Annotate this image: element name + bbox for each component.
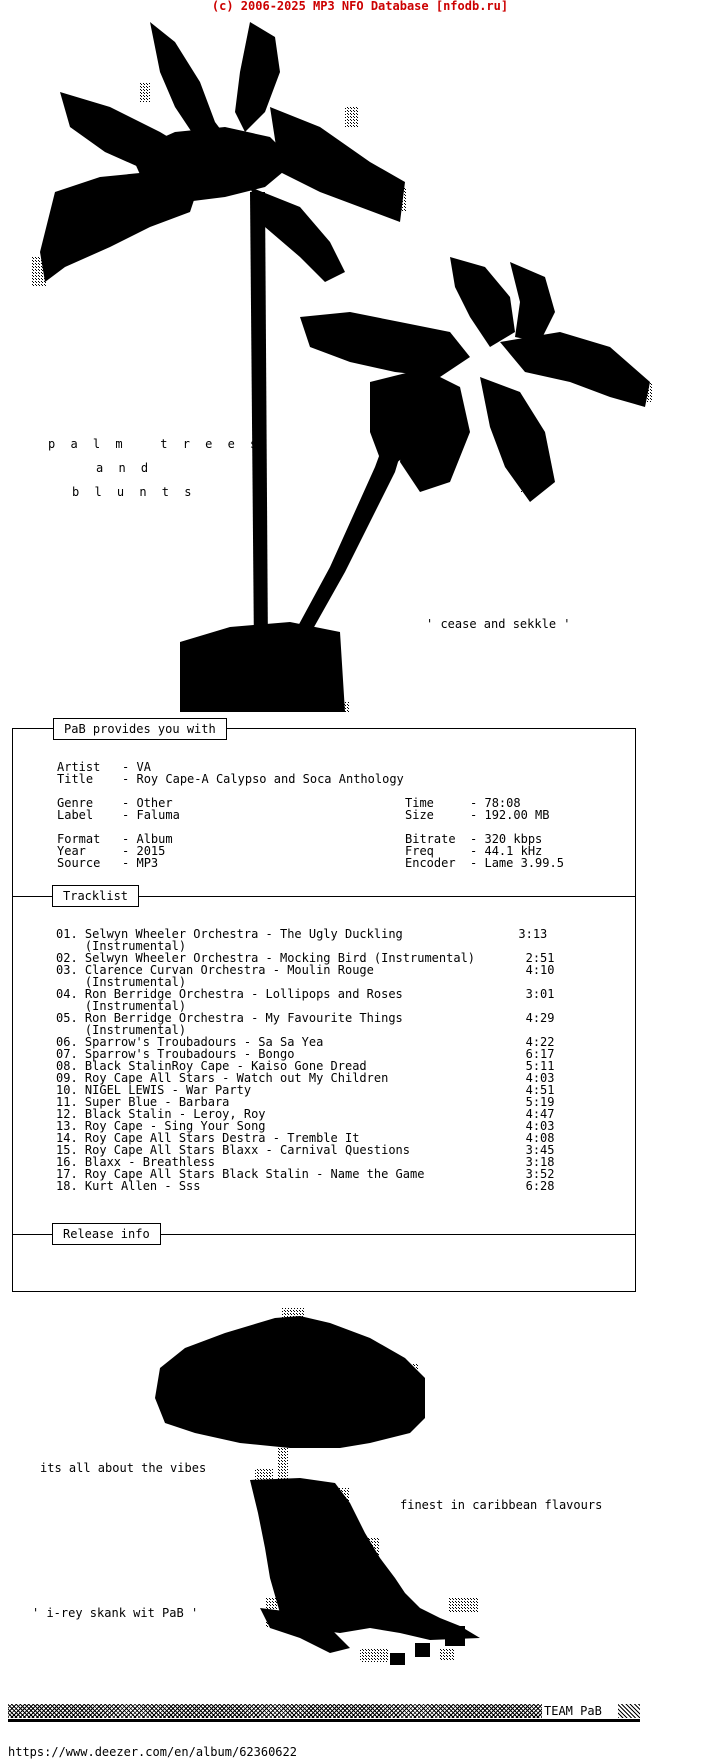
- tracklist-line: 07. Sparrow's Troubadours - Bongo 6:17: [56, 1047, 555, 1061]
- vibes-caption: its all about the vibes: [40, 1461, 207, 1475]
- tracklist-line: 01. Selwyn Wheeler Orchestra - The Ugly Duckling 3:13: [56, 927, 548, 941]
- bottom-rule: [8, 1719, 640, 1722]
- team-name: TEAM PaB: [544, 1704, 602, 1718]
- tracklist-line: 10. NIGEL LEWIS - War Party 4:51: [56, 1083, 555, 1097]
- tracklist-label: Tracklist: [52, 885, 139, 907]
- label-line: Label - Faluma: [57, 808, 180, 822]
- tracklist-line: 17. Roy Cape All Stars Black Stalin - Name the Game 3:52: [56, 1167, 555, 1181]
- tracklist-line: 18. Kurt Allen - Sss 6:28: [56, 1179, 555, 1193]
- tracklist-line: 05. Ron Berridge Orchestra - My Favourite Things 4:29: [56, 1011, 555, 1025]
- tracklist-line: 06. Sparrow's Troubadours - Sa Sa Yea 4:22: [56, 1035, 555, 1049]
- title-line: Title - Roy Cape-A Calypso and Soca Anthology: [57, 772, 404, 786]
- tracklist-line: 13. Roy Cape - Sing Your Song 4:03: [56, 1119, 555, 1133]
- tracklist-line: 12. Black Stalin - Leroy, Roy 4:47: [56, 1107, 555, 1121]
- slogan-and: a n d: [96, 461, 153, 475]
- release-info-label: Release info: [52, 1223, 161, 1245]
- freq-line: Freq - 44.1 kHz: [405, 844, 543, 858]
- slogan-palm-trees: p a l m t r e e s: [48, 437, 262, 451]
- tracklist-line: 15. Roy Cape All Stars Blaxx - Carnival Questions 3:45: [56, 1143, 555, 1157]
- flavours-caption: finest in caribbean flavours: [400, 1498, 603, 1512]
- size-line: Size - 192.00 MB: [405, 808, 550, 822]
- palm-trees-art: [0, 12, 720, 712]
- team-bar: [8, 1704, 640, 1718]
- time-line: Time - 78:08: [405, 796, 521, 810]
- year-line: Year - 2015: [57, 844, 166, 858]
- tracklist-line: (Instrumental): [56, 1023, 187, 1037]
- tracklist-line: 16. Blaxx - Breathless 3:18: [56, 1155, 555, 1169]
- genre-line: Genre - Other: [57, 796, 173, 810]
- release-url-link[interactable]: https://www.deezer.com/en/album/62360622: [8, 1745, 297, 1759]
- tracklist-line: (Instrumental): [56, 939, 187, 953]
- bitrate-line: Bitrate - 320 kbps: [405, 832, 543, 846]
- source-line: Source - MP3: [57, 856, 159, 870]
- team-bar-pattern: [8, 1704, 542, 1718]
- slogan-blunts: b l u n t s: [72, 485, 196, 499]
- tracklist-line: (Instrumental): [56, 975, 187, 989]
- team-bar-tail: [618, 1704, 640, 1718]
- tracklist-line: (Instrumental): [56, 999, 187, 1013]
- encoder-line: Encoder - Lame 3.99.5: [405, 856, 564, 870]
- format-line: Format - Album: [57, 832, 173, 846]
- provides-label: PaB provides you with: [53, 718, 227, 740]
- artist-line: Artist - VA: [57, 760, 151, 774]
- beach-chair-art: [0, 1308, 720, 1678]
- tracklist-line: 04. Ron Berridge Orchestra - Lollipops and Roses 3:01: [56, 987, 555, 1001]
- tracklist-line: 02. Selwyn Wheeler Orchestra - Mocking Bird (Instrumental) 2:51: [56, 951, 555, 965]
- tracklist-line: 11. Super Blue - Barbara 5:19: [56, 1095, 555, 1109]
- tracklist-line: 14. Roy Cape All Stars Destra - Tremble It 4:08: [56, 1131, 555, 1145]
- tracklist-line: 03. Clarence Curvan Orchestra - Moulin Rouge 4:10: [56, 963, 555, 977]
- copyright-header: (c) 2006-2025 MP3 NFO Database [nfodb.ru]: [211, 0, 509, 13]
- quote-cease-and-sekkle: ' cease and sekkle ': [426, 617, 571, 631]
- tracklist-line: 08. Black StalinRoy Cape - Kaiso Gone Dread 5:11: [56, 1059, 555, 1073]
- skank-caption: ' i-rey skank wit PaB ': [32, 1606, 199, 1620]
- tracklist-line: 09. Roy Cape All Stars - Watch out My Children 4:03: [56, 1071, 555, 1085]
